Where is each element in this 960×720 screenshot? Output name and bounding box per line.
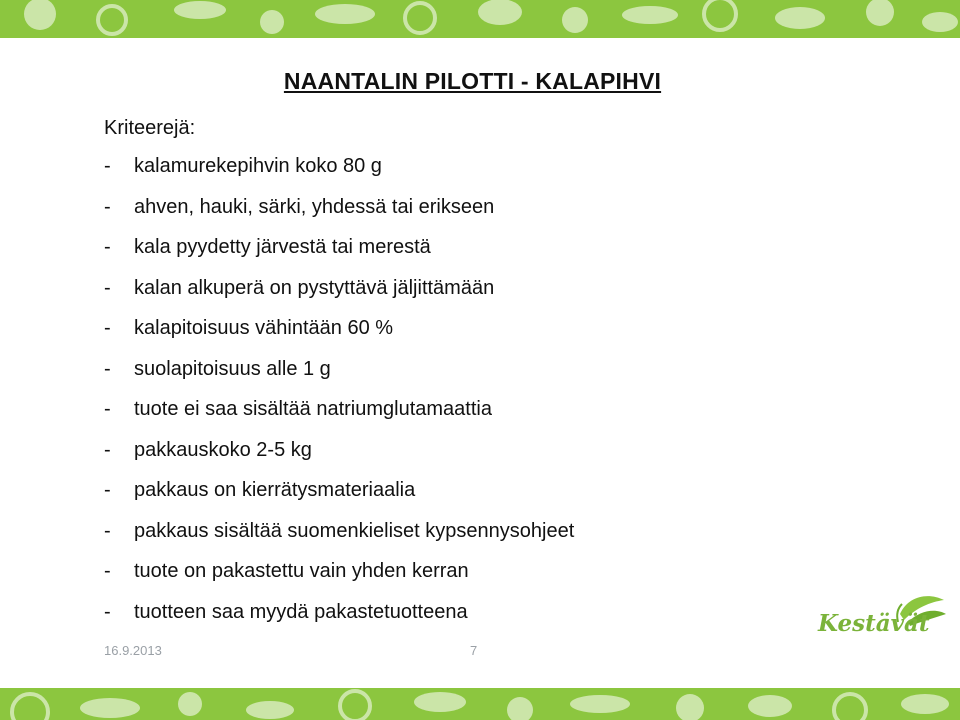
kestavat-logo bbox=[812, 592, 952, 642]
bullet-dash: - bbox=[104, 236, 111, 258]
bullet-dash: - bbox=[104, 519, 111, 542]
list-item-text: suolapitoisuus alle 1 g bbox=[134, 357, 331, 380]
bullet-dash: - bbox=[104, 155, 111, 177]
list-item-text: kala pyydetty järvestä tai merestä bbox=[134, 236, 431, 258]
food-pattern-top bbox=[0, 0, 960, 38]
bullet-dash: - bbox=[104, 357, 111, 380]
list-item-text: tuote on pakastettu vain yhden kerran bbox=[134, 560, 469, 582]
list-item-text: kalapitoisuus vähintään 60 % bbox=[134, 317, 394, 339]
list-item bbox=[104, 355, 574, 396]
list-item-text: tuotteen saa myydä pakastetuotteena bbox=[134, 600, 468, 623]
list-item bbox=[104, 517, 574, 558]
criteria-intro: Kriteerejä: bbox=[104, 117, 196, 139]
list-item bbox=[104, 193, 574, 234]
bullet-dash: - bbox=[104, 560, 111, 582]
bullet-dash: - bbox=[104, 479, 111, 501]
list-item bbox=[104, 436, 574, 477]
logo-text: Kestävät bbox=[818, 610, 930, 637]
list-item-text: ahven, hauki, särki, yhdessä tai erikseen bbox=[134, 195, 495, 218]
list-item bbox=[104, 152, 574, 193]
list-item-text: pakkaus sisältää suomenkieliset kypsennysohjeet bbox=[134, 519, 575, 542]
bullet-dash: - bbox=[104, 276, 111, 299]
criteria-list bbox=[104, 152, 574, 638]
bullet-dash: - bbox=[104, 600, 111, 623]
list-item bbox=[104, 314, 574, 355]
top-decorative-band bbox=[0, 0, 960, 38]
bottom-decorative-band bbox=[0, 688, 960, 720]
list-item-text: kalamurekepihvin koko 80 g bbox=[134, 155, 382, 177]
bullet-dash: - bbox=[104, 398, 111, 420]
bullet-dash: - bbox=[104, 438, 111, 461]
list-item bbox=[104, 274, 574, 315]
list-item-text: kalan alkuperä on pystyttävä jäljittämään bbox=[134, 276, 495, 299]
list-item bbox=[104, 233, 574, 274]
list-item bbox=[104, 476, 574, 517]
slide-title: NAANTALIN PILOTTI - KALAPIHVI bbox=[283, 68, 662, 94]
footer-date: 16.9.2013 bbox=[104, 643, 162, 658]
list-item-text: pakkauskoko 2-5 kg bbox=[134, 438, 312, 461]
list-item bbox=[104, 395, 574, 436]
bullet-dash: - bbox=[104, 195, 111, 218]
list-item-text: tuote ei saa sisältää natriumglutamaattia bbox=[134, 398, 492, 420]
list-item-text: pakkaus on kierrätysmateriaalia bbox=[134, 479, 416, 501]
food-pattern-bottom bbox=[0, 688, 960, 720]
bullet-dash: - bbox=[104, 317, 111, 339]
list-item bbox=[104, 557, 574, 598]
list-item bbox=[104, 598, 574, 639]
page-number: 7 bbox=[470, 643, 478, 658]
